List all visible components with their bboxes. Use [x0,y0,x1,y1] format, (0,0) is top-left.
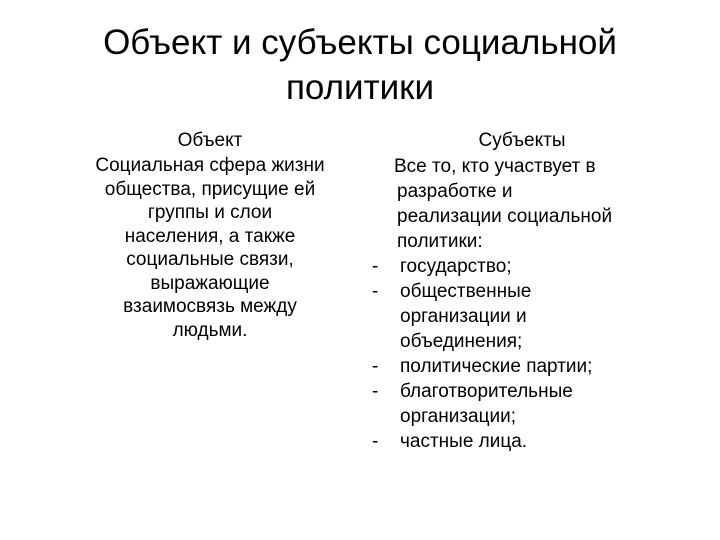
subjects-intro-line: политики: [397,231,483,252]
object-text-line: Социальная сфера жизни [95,155,325,176]
subject-item-line: объединения; [400,331,523,352]
subject-item-line: государство; [400,256,512,277]
dash-bullet: - [372,356,379,377]
subject-item-line: частные лица. [400,431,528,452]
object-text-line: выражающие [150,272,270,294]
subject-list-item [372,429,692,454]
slide-title [0,20,720,110]
dash-bullet: - [372,256,379,277]
subject-item-line: организации и [400,306,527,327]
object-text-line: взаимосвязь между [123,296,297,317]
subject-item-line: общественные [400,281,532,302]
object-text-line: общества, присущие ей [104,178,316,200]
subjects-intro [372,154,692,254]
object-text-line: людьми. [172,319,248,341]
object-column [30,128,390,342]
dash-bullet: - [372,431,379,452]
object-text-line: группы и слои [147,202,273,223]
subject-list-item [372,354,692,379]
subject-item-line: политические партии; [400,356,593,377]
subject-list-item [372,254,692,279]
object-text-line: населения, а также [124,225,296,247]
dash-bullet: - [372,381,379,402]
subject-item-line: благотворительные [400,381,573,402]
title-line: политики [285,68,435,107]
subject-list-item [372,379,692,429]
object-heading: Объект [177,130,243,151]
subjects-intro-line: разработке и [397,181,513,202]
subject-item-line: организации; [400,406,516,427]
subjects-intro-line: Все то, кто участвует в [394,156,596,177]
subjects-heading: Субъекты [478,130,566,151]
title-line: Объект и субъекты социальной [103,23,617,62]
object-text-line: социальные связи, [126,249,294,270]
subjects-column [372,128,692,454]
dash-bullet: - [372,281,379,302]
subjects-intro-line: реализации социальной [397,206,613,227]
subject-list-item [372,279,692,354]
